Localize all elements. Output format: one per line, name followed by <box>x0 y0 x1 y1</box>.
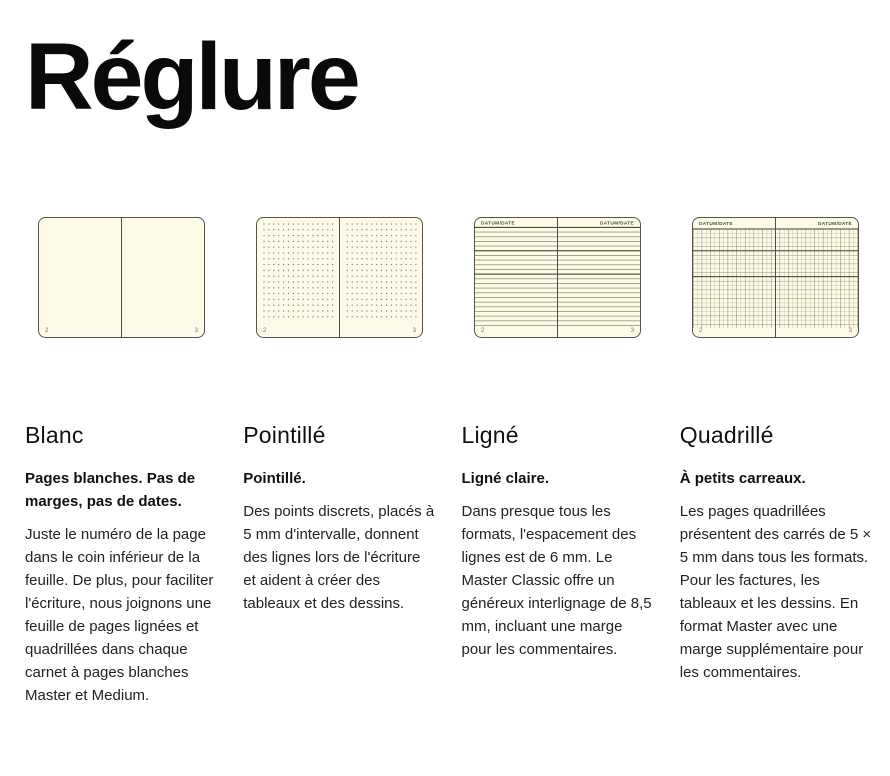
notebook-preview-ligne <box>462 217 654 338</box>
grid-spread-illustration <box>692 217 859 338</box>
blank-spread-illustration <box>38 217 205 338</box>
date-label-left: DATUM/DATE <box>481 221 516 227</box>
ruling-subtitle-pointille: Pointillé. <box>243 469 306 487</box>
lined-spread-illustration <box>474 217 641 338</box>
page-number-right: 3 <box>194 327 198 334</box>
ruling-description-ligne: Dans presque tous les formats, l'espacement des lignes est de 6 mm. Le Master Classic offre un généreux interlignage de 8,5 mm, incluant une marge pour les commentaires. <box>461 502 652 658</box>
column-blanc <box>25 217 217 707</box>
page-number-right: 3 <box>630 327 635 334</box>
date-label-right: DATUM/DATE <box>818 221 853 227</box>
ruling-title-quadrille: Quadrillé <box>679 421 774 448</box>
page-number-left: 2 <box>481 327 485 334</box>
page-title: Réglure <box>25 24 358 130</box>
dot-grid-right-page <box>345 223 417 322</box>
column-pointille <box>243 217 435 707</box>
page-number-right: 3 <box>412 327 416 334</box>
dot-grid-left-page <box>263 223 335 322</box>
date-label-right: DATUM/DATE <box>600 221 635 227</box>
page-number-left: 2 <box>262 327 267 334</box>
ruling-subtitle-ligne: Ligné claire. <box>461 469 550 487</box>
page-number-left: 2 <box>699 327 703 334</box>
ruling-title-ligne: Ligné <box>461 421 519 448</box>
ruling-subtitle-blanc: Pages blanches. Pas de marges, pas de dates. <box>25 469 196 510</box>
dot-grid-spread-illustration <box>256 217 423 338</box>
page-number-right: 3 <box>849 327 853 334</box>
ruling-description-quadrille: Les pages quadrillées présentent des carrés de 5 × 5 mm dans tous les formats. Pour les factures, les tableaux et les dessins. En format Master avec une marge supplémentaire pour les commentaires. <box>679 502 872 681</box>
ruling-description-pointille: Des points discrets, placés à 5 mm d'intervalle, donnent des lignes lors de l'écriture et aident à créer des tableaux et des dessins. <box>243 502 435 612</box>
notebook-preview-pointille <box>243 217 435 338</box>
ruling-title-pointille: Pointillé <box>243 421 326 448</box>
column-ligne <box>462 217 654 707</box>
date-label-left: DATUM/DATE <box>699 221 734 227</box>
ruling-description-blanc: Juste le numéro de la page dans le coin inférieur de la feuille. De plus, pour faciliter l'écriture, nous joignons une feuille de pages lignées et quadrillées dans chaque carnet à pages blanches Master et Medium. <box>25 525 214 704</box>
ruling-title-blanc: Blanc <box>25 421 84 448</box>
notebook-preview-blanc <box>25 217 217 338</box>
page-number-left: 2 <box>44 327 48 334</box>
column-quadrille <box>680 217 872 707</box>
notebook-preview-quadrille <box>680 217 872 338</box>
ruling-grid <box>25 217 872 707</box>
ruling-subtitle-quadrille: À petits carreaux. <box>679 469 806 487</box>
